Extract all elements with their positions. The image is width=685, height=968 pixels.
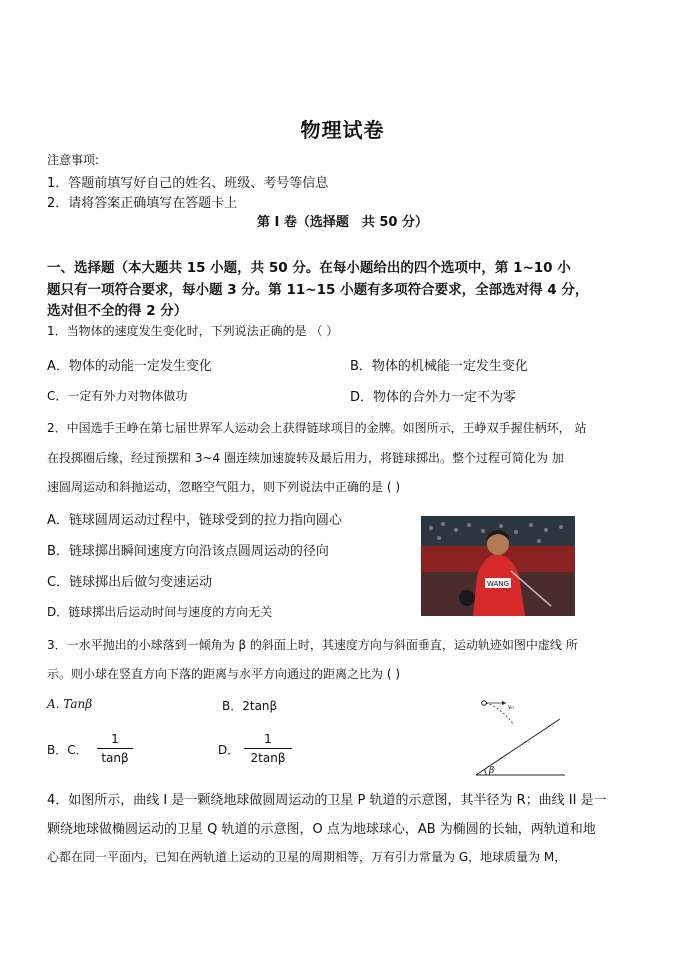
hammer-throw-image (421, 516, 575, 616)
q3-option-d-fraction (244, 732, 292, 765)
q4-stem-line-2: 颗绕地球做椭圆运动的卫星 Q 轨道的示意图，O 点为地球球心，AB 为椭圆的长轴，两轨道和地 (47, 822, 596, 837)
q2-stem-line-1: 2．中国选手王峥在第七届世界军人运动会上获得链球项目的金牌。如图所示，王峥双手握住柄环， 站 (47, 421, 587, 435)
q3-option-c-denominator: tanβ (101, 751, 129, 765)
q3-stem-line-2: 示。则小球在竖直方向下落的距离与水平方向通过的距离之比为 ( ) (47, 667, 400, 681)
q1-option-b: B．物体的机械能一定发生变化 (350, 359, 528, 374)
q2-stem-line-2: 在投掷圈后缘，经过预摆和 3~4 圈连续加速旋转及最后用力，将链球掷出。整个过程可简化为 加 (47, 451, 564, 465)
q3-option-d-label: D． (218, 743, 240, 757)
q4-stem-line-3: 心都在同一平面内，已知在两轨道上运动的卫星的周期相等，万有引力常量为 G，地球质量为 M， (47, 850, 567, 864)
ball-marker (482, 701, 487, 706)
q3-option-a: A. Tanβ (47, 697, 93, 711)
q3-stem-line-1: 3．一水平抛出的小球落到一倾角为 β 的斜面上时，其速度方向与斜面垂直，运动轨迹如图中虚线 所 (47, 638, 578, 652)
q1-option-d: D．物体的合外力一定不为零 (350, 390, 517, 405)
section-instructions-line-1: 一、选择题（本大题共 15 小题，共 50 分。在每小题给出的四个选项中，第 1~10 小 (47, 260, 571, 276)
photo-bib-text: WANG (487, 580, 509, 588)
q3-option-d-denominator: 2tanβ (250, 751, 286, 765)
q3-option-c-label: B．C． (47, 743, 88, 757)
q2-option-d: D．链球掷出后运动时间与速度的方向无关 (47, 605, 273, 619)
incline-diagram (470, 695, 570, 780)
hammer-throw-photo (421, 516, 575, 616)
q3-option-c-fraction (97, 732, 133, 765)
section-instructions-line-3: 选对但不全的得 2 分） (47, 303, 188, 319)
volume-heading: 第 I 卷（选择题 共 50 分） (256, 215, 429, 230)
q2-option-b: B．链球掷出瞬间速度方向沿该点圆周运动的径向 (47, 544, 329, 559)
q3-option-b: B．2tanβ (222, 699, 278, 713)
beta-label: β (489, 766, 495, 776)
notice-heading: 注意事项: (47, 153, 100, 167)
section-instructions-line-2: 题只有一项符合要求，每小题 3 分。第 11~15 小题有多项符合要求，全部选对得 4 分， (47, 282, 589, 298)
q3-option-d-numerator: 1 (244, 732, 292, 749)
q2-stem-line-3: 速圆周运动和斜抛运动，忽略空气阻力，则下列说法中正确的是 ( ) (47, 480, 400, 494)
page-title: 物理试卷 (300, 118, 385, 142)
q4-stem-line-1: 4．如图所示，曲线 I 是一颗绕地球做圆周运动的卫星 P 轨道的示意图，其半径为 R；曲线 II 是一 (47, 793, 607, 808)
v0-label: v₀ (508, 704, 514, 711)
q1-option-a: A．物体的动能一定发生变化 (47, 359, 212, 374)
notice-item-2: 2．请将答案正确填写在答题卡上 (47, 196, 238, 211)
q2-option-c: C．链球掷出后做匀变速运动 (47, 575, 213, 590)
q1-stem: 1．当物体的速度发生变化时，下列说法正确的是 （ ） (47, 324, 339, 338)
notice-item-1: 1．答题前填写好自己的姓名、班级、考号等信息 (47, 176, 329, 191)
q1-option-c: C．一定有外力对物体做功 (47, 389, 188, 403)
q3-option-c-numerator: 1 (97, 732, 133, 749)
q2-option-a: A．链球圆周运动过程中，链球受到的拉力指向圆心 (47, 513, 342, 528)
